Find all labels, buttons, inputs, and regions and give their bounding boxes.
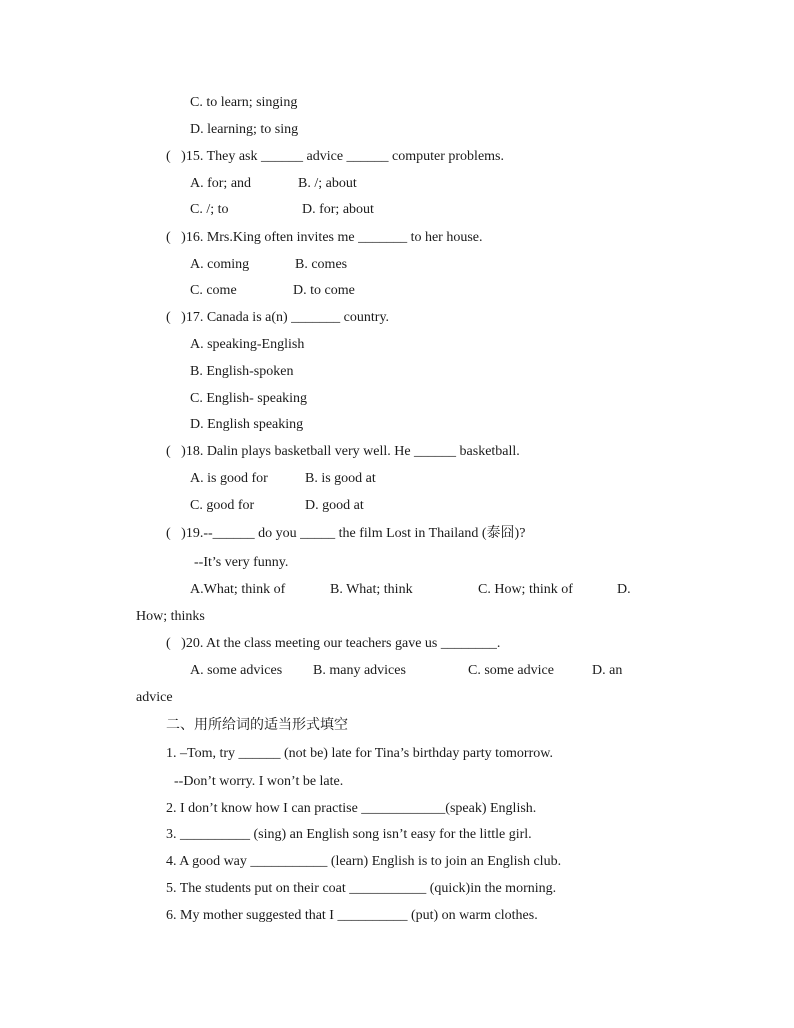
- fill-item-1-reply: --Don’t worry. I won’t be late.: [174, 774, 344, 789]
- section2-heading: 二、用所给词的适当形式填空: [166, 717, 348, 733]
- q15-option-b: B. /; about: [298, 176, 357, 191]
- q18-option-b: B. is good at: [305, 471, 376, 486]
- fill-item-6: 6. My mother suggested that I __________ (put) on warm clothes.: [166, 908, 538, 923]
- q16-option-d: D. to come: [293, 283, 355, 298]
- q17-stem: ( )17. Canada is a(n) _______ country.: [166, 310, 390, 325]
- q18-option-a: A. is good for: [190, 471, 268, 486]
- q19-reply: --It’s very funny.: [194, 555, 289, 570]
- q20-option-a: A. some advices: [190, 663, 283, 678]
- q17-option-c: C. English- speaking: [190, 391, 308, 406]
- fill-item-2: 2. I don’t know how I can practise ____________(speak) English.: [166, 801, 537, 816]
- q20-option-d-continued: advice: [136, 690, 173, 705]
- q20-option-b: B. many advices: [313, 663, 406, 678]
- q18-option-d: D. good at: [305, 498, 364, 513]
- q14-option-c: C. to learn; singing: [190, 95, 298, 110]
- q20-option-c: C. some advice: [468, 663, 554, 678]
- q16-option-b: B. comes: [295, 257, 348, 272]
- q16-option-c: C. come: [190, 283, 237, 298]
- q16-stem: ( )16. Mrs.King often invites me _______ to her house.: [166, 230, 483, 245]
- q17-option-a: A. speaking-English: [190, 337, 305, 352]
- q15-option-c: C. /; to: [190, 202, 229, 217]
- q15-option-a: A. for; and: [190, 176, 252, 191]
- fill-item-5: 5. The students put on their coat ___________ (quick)in the morning.: [166, 881, 557, 896]
- q20-option-d: D. an: [592, 663, 623, 678]
- q17-option-b: B. English-spoken: [190, 364, 294, 379]
- q19-option-b: B. What; think: [330, 582, 413, 597]
- q14-option-d: D. learning; to sing: [190, 122, 299, 137]
- q19-option-d: D.: [617, 582, 631, 597]
- fill-item-3: 3. __________ (sing) an English song isn’t easy for the little girl.: [166, 827, 532, 842]
- q15-option-d: D. for; about: [302, 202, 374, 217]
- q19-stem: ( )19.--______ do you _____ the film Lost in Thailand (泰囧)?: [166, 526, 526, 541]
- q19-option-c: C. How; think of: [478, 582, 573, 597]
- fill-item-4: 4. A good way ___________ (learn) English is to join an English club.: [166, 854, 562, 869]
- q16-option-a: A. coming: [190, 257, 250, 272]
- q20-stem: ( )20. At the class meeting our teachers gave us ________.: [166, 636, 501, 651]
- q19-option-d-continued: How; thinks: [136, 609, 205, 624]
- fill-item-1: 1. –Tom, try ______ (not be) late for Tina’s birthday party tomorrow.: [166, 746, 553, 761]
- q17-option-d: D. English speaking: [190, 417, 304, 432]
- q18-option-c: C. good for: [190, 498, 255, 513]
- q18-stem: ( )18. Dalin plays basketball very well. He ______ basketball.: [166, 444, 520, 459]
- q19-option-a: A.What; think of: [190, 582, 286, 597]
- q15-stem: ( )15. They ask ______ advice ______ computer problems.: [166, 149, 505, 164]
